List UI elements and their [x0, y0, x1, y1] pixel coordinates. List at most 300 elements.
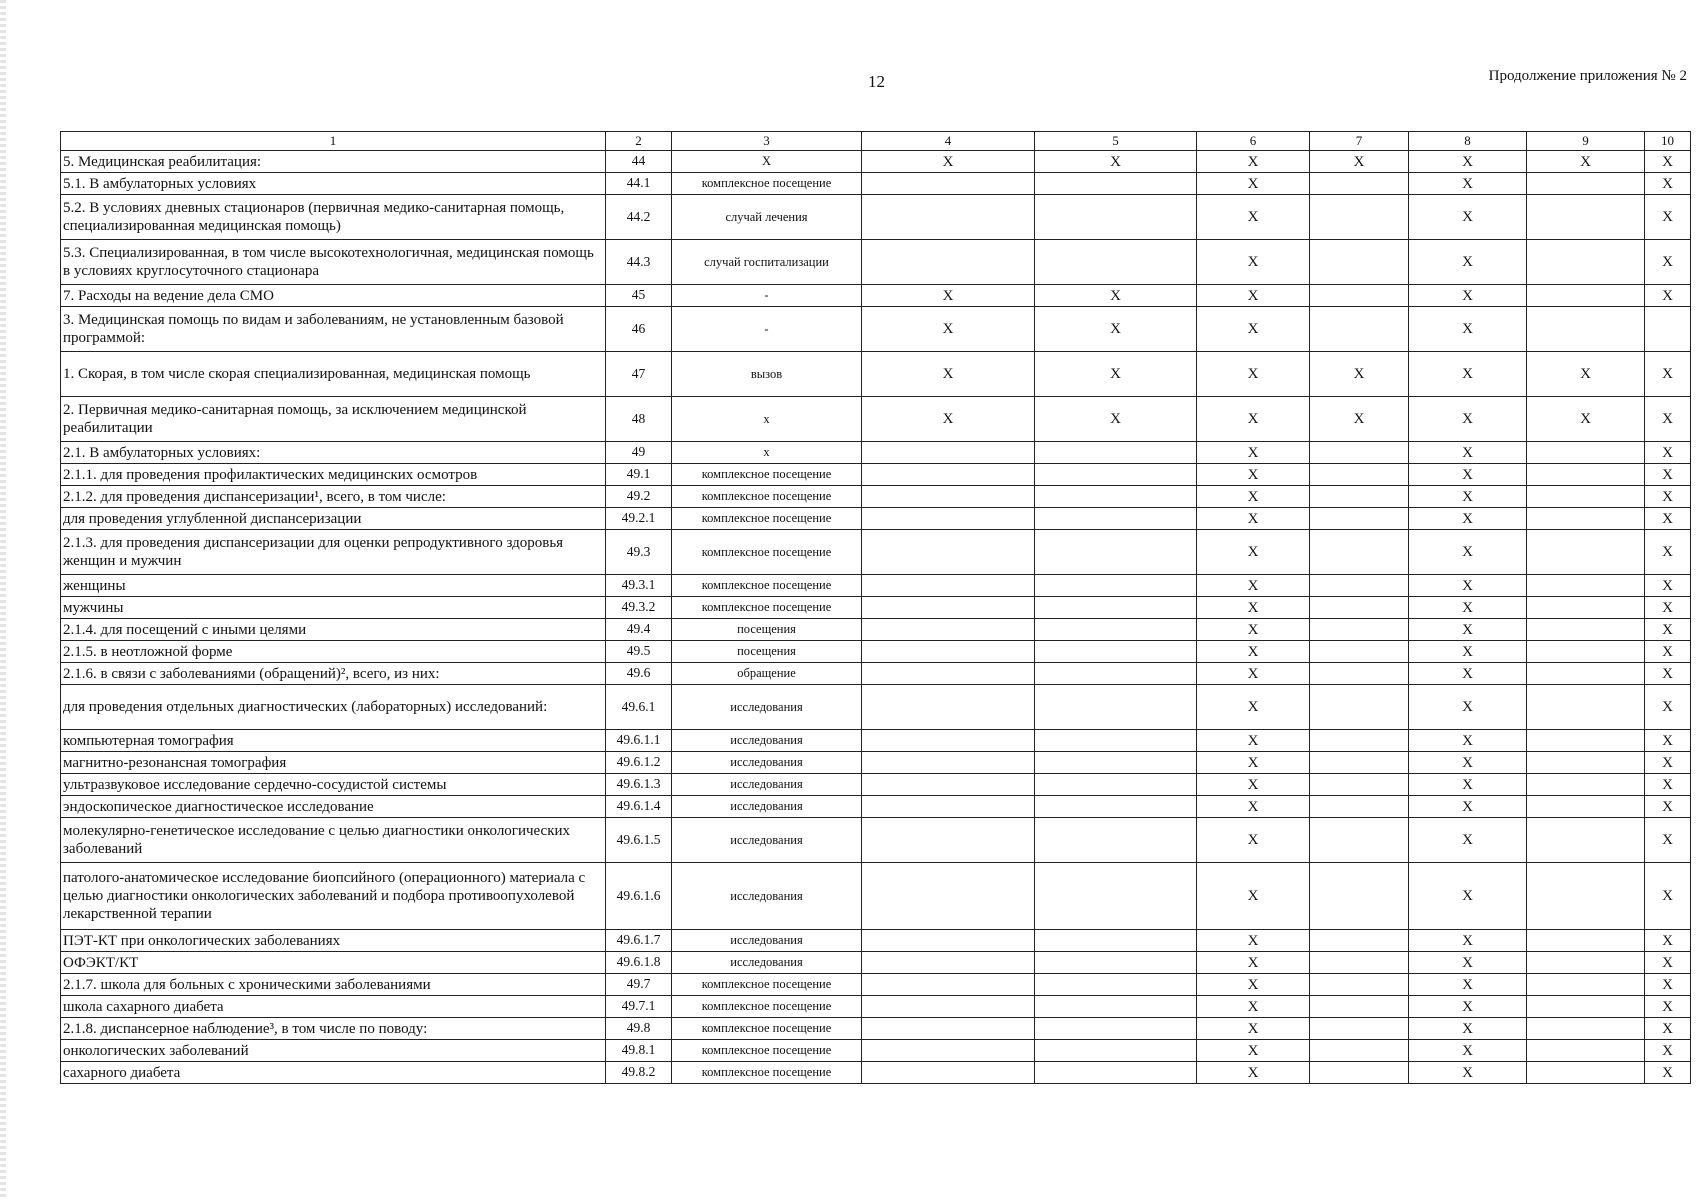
row-unit: комплексное посещение: [672, 173, 862, 195]
row-unit: исследования: [672, 818, 862, 863]
cell-col-4: [862, 974, 1035, 996]
cell-col-9: [1527, 996, 1645, 1018]
cell-col-8: X: [1409, 240, 1527, 285]
cell-col-9: [1527, 730, 1645, 752]
cell-col-10: [1645, 307, 1691, 352]
header-note: Продолжение приложения № 2: [1488, 68, 1687, 84]
column-number: 2: [606, 132, 672, 151]
cell-col-8: X: [1409, 597, 1527, 619]
cell-col-4: [862, 663, 1035, 685]
row-name: 2.1.2. для проведения диспансеризации¹, всего, в том числе:: [61, 486, 606, 508]
table-row: [61, 151, 1691, 173]
cell-col-8: X: [1409, 530, 1527, 575]
cell-col-5: [1035, 796, 1197, 818]
cell-col-5: [1035, 486, 1197, 508]
cell-col-5: [1035, 1062, 1197, 1084]
cell-col-10: X: [1645, 1018, 1691, 1040]
row-code: 49.7.1: [606, 996, 672, 1018]
cell-col-8: X: [1409, 442, 1527, 464]
cell-col-4: [862, 195, 1035, 240]
cell-col-8: X: [1409, 151, 1527, 173]
cell-col-8: X: [1409, 752, 1527, 774]
cell-col-10: X: [1645, 352, 1691, 397]
row-code: 46: [606, 307, 672, 352]
cell-col-10: X: [1645, 151, 1691, 173]
row-unit: комплексное посещение: [672, 1062, 862, 1084]
cell-col-7: [1310, 508, 1409, 530]
cell-col-7: X: [1310, 397, 1409, 442]
cell-col-8: X: [1409, 641, 1527, 663]
row-unit: обращение: [672, 663, 862, 685]
row-unit: х: [672, 397, 862, 442]
cell-col-4: [862, 1018, 1035, 1040]
cell-col-10: X: [1645, 173, 1691, 195]
cell-col-7: [1310, 195, 1409, 240]
table-row: [61, 752, 1691, 774]
cell-col-4: X: [862, 285, 1035, 307]
table-row: [61, 796, 1691, 818]
cell-col-9: [1527, 974, 1645, 996]
cell-col-9: [1527, 641, 1645, 663]
row-code: 48: [606, 397, 672, 442]
cell-col-10: X: [1645, 1062, 1691, 1084]
row-name: 2.1.3. для проведения диспансеризации для оценки репродуктивного здоровья женщин и мужчин: [61, 530, 606, 575]
cell-col-5: [1035, 530, 1197, 575]
cell-col-9: [1527, 285, 1645, 307]
cell-col-4: [862, 863, 1035, 930]
row-code: 49.5: [606, 641, 672, 663]
table-row: [61, 818, 1691, 863]
cell-col-6: X: [1197, 619, 1310, 641]
cell-col-5: [1035, 464, 1197, 486]
cell-col-7: [1310, 952, 1409, 974]
cell-col-6: X: [1197, 796, 1310, 818]
cell-col-8: X: [1409, 397, 1527, 442]
cell-col-4: X: [862, 151, 1035, 173]
row-code: 49.8: [606, 1018, 672, 1040]
row-code: 49.2: [606, 486, 672, 508]
table-row: [61, 597, 1691, 619]
table-row: [61, 240, 1691, 285]
row-name: сахарного диабета: [61, 1062, 606, 1084]
row-code: 44.3: [606, 240, 672, 285]
cell-col-7: [1310, 575, 1409, 597]
cell-col-9: [1527, 486, 1645, 508]
cell-col-7: [1310, 1040, 1409, 1062]
cell-col-4: [862, 752, 1035, 774]
cell-col-8: X: [1409, 464, 1527, 486]
cell-col-6: X: [1197, 996, 1310, 1018]
cell-col-8: X: [1409, 285, 1527, 307]
table-row: [61, 863, 1691, 930]
cell-col-8: X: [1409, 307, 1527, 352]
cell-col-9: [1527, 442, 1645, 464]
row-unit: случай лечения: [672, 195, 862, 240]
row-unit: посещения: [672, 641, 862, 663]
cell-col-4: [862, 685, 1035, 730]
cell-col-10: X: [1645, 486, 1691, 508]
cell-col-6: X: [1197, 1062, 1310, 1084]
cell-col-8: X: [1409, 1040, 1527, 1062]
row-code: 45: [606, 285, 672, 307]
cell-col-8: X: [1409, 663, 1527, 685]
column-number-row: [61, 132, 1691, 151]
row-name: 1. Скорая, в том числе скорая специализированная, медицинская помощь: [61, 352, 606, 397]
row-code: 49: [606, 442, 672, 464]
cell-col-10: X: [1645, 974, 1691, 996]
row-unit: случай госпитализации: [672, 240, 862, 285]
column-number: 8: [1409, 132, 1527, 151]
cell-col-7: [1310, 974, 1409, 996]
cell-col-5: [1035, 619, 1197, 641]
cell-col-9: [1527, 1062, 1645, 1084]
cell-col-5: [1035, 663, 1197, 685]
column-number: 7: [1310, 132, 1409, 151]
cell-col-6: X: [1197, 685, 1310, 730]
table-row: [61, 442, 1691, 464]
cell-col-10: X: [1645, 464, 1691, 486]
cell-col-6: X: [1197, 930, 1310, 952]
cell-col-6: X: [1197, 240, 1310, 285]
row-unit: х: [672, 442, 862, 464]
row-unit: исследования: [672, 930, 862, 952]
cell-col-5: [1035, 930, 1197, 952]
row-code: 49.4: [606, 619, 672, 641]
table-row: [61, 1062, 1691, 1084]
cell-col-7: [1310, 464, 1409, 486]
cell-col-6: X: [1197, 307, 1310, 352]
cell-col-4: [862, 796, 1035, 818]
cell-col-5: [1035, 685, 1197, 730]
row-unit: исследования: [672, 752, 862, 774]
cell-col-6: X: [1197, 285, 1310, 307]
table-body: [61, 151, 1691, 1084]
cell-col-4: X: [862, 307, 1035, 352]
cell-col-5: [1035, 173, 1197, 195]
cell-col-7: [1310, 486, 1409, 508]
cell-col-6: X: [1197, 863, 1310, 930]
cell-col-9: [1527, 307, 1645, 352]
cell-col-7: [1310, 663, 1409, 685]
cell-col-5: [1035, 952, 1197, 974]
column-number: 10: [1645, 132, 1691, 151]
row-name: ОФЭКТ/КТ: [61, 952, 606, 974]
table-row: [61, 173, 1691, 195]
cell-col-5: X: [1035, 285, 1197, 307]
cell-col-9: [1527, 195, 1645, 240]
cell-col-8: X: [1409, 352, 1527, 397]
cell-col-10: X: [1645, 641, 1691, 663]
row-code: 49.1: [606, 464, 672, 486]
cell-col-10: X: [1645, 952, 1691, 974]
cell-col-6: X: [1197, 173, 1310, 195]
cell-col-5: [1035, 818, 1197, 863]
scan-edge: [0, 0, 6, 1200]
cell-col-7: [1310, 619, 1409, 641]
row-code: 49.8.1: [606, 1040, 672, 1062]
cell-col-8: X: [1409, 486, 1527, 508]
cell-col-10: X: [1645, 818, 1691, 863]
row-unit: исследования: [672, 730, 862, 752]
table-row: [61, 530, 1691, 575]
cell-col-4: X: [862, 352, 1035, 397]
cell-col-7: [1310, 442, 1409, 464]
cell-col-7: X: [1310, 151, 1409, 173]
cell-col-8: X: [1409, 974, 1527, 996]
page-number: 12: [868, 72, 885, 91]
row-code: 49.6.1.1: [606, 730, 672, 752]
cell-col-6: X: [1197, 575, 1310, 597]
cell-col-10: X: [1645, 619, 1691, 641]
cell-col-4: [862, 774, 1035, 796]
cell-col-5: [1035, 996, 1197, 1018]
cell-col-10: X: [1645, 930, 1691, 952]
cell-col-7: [1310, 240, 1409, 285]
cell-col-7: [1310, 774, 1409, 796]
cell-col-6: X: [1197, 1040, 1310, 1062]
cell-col-6: X: [1197, 195, 1310, 240]
cell-col-5: X: [1035, 307, 1197, 352]
cell-col-4: [862, 575, 1035, 597]
cell-col-4: [862, 818, 1035, 863]
row-name: 5. Медицинская реабилитация:: [61, 151, 606, 173]
cell-col-7: [1310, 285, 1409, 307]
cell-col-8: X: [1409, 685, 1527, 730]
cell-col-10: X: [1645, 240, 1691, 285]
cell-col-10: X: [1645, 195, 1691, 240]
cell-col-8: X: [1409, 774, 1527, 796]
cell-col-8: X: [1409, 952, 1527, 974]
cell-col-10: X: [1645, 397, 1691, 442]
column-number: 5: [1035, 132, 1197, 151]
cell-col-5: [1035, 240, 1197, 285]
cell-col-8: X: [1409, 1062, 1527, 1084]
row-name: молекулярно-генетическое исследование с целью диагностики онкологических заболеваний: [61, 818, 606, 863]
cell-col-9: [1527, 863, 1645, 930]
row-unit: исследования: [672, 952, 862, 974]
row-name: 2. Первичная медико-санитарная помощь, за исключением медицинской реабилитации: [61, 397, 606, 442]
row-name: онкологических заболеваний: [61, 1040, 606, 1062]
cell-col-7: [1310, 730, 1409, 752]
cell-col-8: X: [1409, 575, 1527, 597]
row-unit: посещения: [672, 619, 862, 641]
row-unit: -: [672, 285, 862, 307]
cell-col-7: [1310, 530, 1409, 575]
row-name: для проведения углубленной диспансеризации: [61, 508, 606, 530]
cell-col-10: X: [1645, 863, 1691, 930]
cell-col-10: X: [1645, 575, 1691, 597]
cell-col-7: [1310, 685, 1409, 730]
cell-col-5: [1035, 752, 1197, 774]
cell-col-5: [1035, 442, 1197, 464]
row-unit: комплексное посещение: [672, 486, 862, 508]
column-number: 6: [1197, 132, 1310, 151]
cell-col-4: [862, 442, 1035, 464]
cell-col-5: X: [1035, 397, 1197, 442]
row-name: 2.1.6. в связи с заболеваниями (обращений)², всего, из них:: [61, 663, 606, 685]
cell-col-9: [1527, 1018, 1645, 1040]
table-row: [61, 352, 1691, 397]
cell-col-5: [1035, 774, 1197, 796]
cell-col-8: X: [1409, 195, 1527, 240]
cell-col-9: X: [1527, 151, 1645, 173]
cell-col-6: X: [1197, 530, 1310, 575]
cell-col-9: [1527, 530, 1645, 575]
table-row: [61, 730, 1691, 752]
cell-col-9: [1527, 685, 1645, 730]
cell-col-6: X: [1197, 752, 1310, 774]
cell-col-10: X: [1645, 774, 1691, 796]
cell-col-8: X: [1409, 173, 1527, 195]
row-name: магнитно-резонансная томография: [61, 752, 606, 774]
cell-col-7: [1310, 752, 1409, 774]
cell-col-10: X: [1645, 1040, 1691, 1062]
row-name: 2.1. В амбулаторных условиях:: [61, 442, 606, 464]
row-unit: комплексное посещение: [672, 530, 862, 575]
cell-col-10: X: [1645, 530, 1691, 575]
row-name: компьютерная томография: [61, 730, 606, 752]
cell-col-10: X: [1645, 796, 1691, 818]
cell-col-5: [1035, 974, 1197, 996]
cell-col-6: X: [1197, 442, 1310, 464]
cell-col-9: [1527, 575, 1645, 597]
cell-col-8: X: [1409, 996, 1527, 1018]
row-unit: X: [672, 151, 862, 173]
cell-col-8: X: [1409, 1018, 1527, 1040]
cell-col-4: [862, 508, 1035, 530]
cell-col-5: [1035, 597, 1197, 619]
cell-col-6: X: [1197, 597, 1310, 619]
cell-col-5: [1035, 730, 1197, 752]
cell-col-6: X: [1197, 464, 1310, 486]
cell-col-9: [1527, 619, 1645, 641]
cell-col-6: X: [1197, 151, 1310, 173]
cell-col-4: [862, 1062, 1035, 1084]
cell-col-4: [862, 530, 1035, 575]
cell-col-8: X: [1409, 863, 1527, 930]
row-code: 49.3.2: [606, 597, 672, 619]
row-unit: комплексное посещение: [672, 575, 862, 597]
cell-col-6: X: [1197, 486, 1310, 508]
row-unit: комплексное посещение: [672, 974, 862, 996]
row-code: 49.6.1.2: [606, 752, 672, 774]
cell-col-4: [862, 641, 1035, 663]
cell-col-5: [1035, 863, 1197, 930]
row-unit: исследования: [672, 863, 862, 930]
table-row: [61, 307, 1691, 352]
cell-col-4: [862, 173, 1035, 195]
cell-col-9: [1527, 597, 1645, 619]
row-name: 2.1.5. в неотложной форме: [61, 641, 606, 663]
row-name: 2.1.7. школа для больных с хроническими заболеваниями: [61, 974, 606, 996]
cell-col-7: [1310, 996, 1409, 1018]
cell-col-7: [1310, 1062, 1409, 1084]
cell-col-9: [1527, 240, 1645, 285]
cell-col-9: [1527, 930, 1645, 952]
row-code: 49.6: [606, 663, 672, 685]
row-unit: -: [672, 307, 862, 352]
cell-col-9: [1527, 952, 1645, 974]
cell-col-8: X: [1409, 619, 1527, 641]
row-name: ультразвуковое исследование сердечно-сосудистой системы: [61, 774, 606, 796]
cell-col-7: [1310, 597, 1409, 619]
cell-col-5: X: [1035, 352, 1197, 397]
cell-col-8: X: [1409, 508, 1527, 530]
table-row: [61, 397, 1691, 442]
table-row: [61, 508, 1691, 530]
row-code: 49.6.1.4: [606, 796, 672, 818]
column-number: 9: [1527, 132, 1645, 151]
row-name: 2.1.1. для проведения профилактических медицинских осмотров: [61, 464, 606, 486]
table-row: [61, 641, 1691, 663]
cell-col-5: [1035, 575, 1197, 597]
cell-col-7: X: [1310, 352, 1409, 397]
cell-col-9: [1527, 173, 1645, 195]
cell-col-6: X: [1197, 1018, 1310, 1040]
table-row: [61, 774, 1691, 796]
table-row: [61, 663, 1691, 685]
data-table: [60, 131, 1691, 1084]
cell-col-9: [1527, 774, 1645, 796]
cell-col-4: [862, 240, 1035, 285]
cell-col-7: [1310, 818, 1409, 863]
cell-col-9: X: [1527, 352, 1645, 397]
row-name: 5.3. Специализированная, в том числе высокотехнологичная, медицинская помощь в условиях круглосуточного стационара: [61, 240, 606, 285]
table-row: [61, 285, 1691, 307]
cell-col-5: [1035, 1018, 1197, 1040]
row-unit: комплексное посещение: [672, 1018, 862, 1040]
cell-col-5: [1035, 641, 1197, 663]
cell-col-6: X: [1197, 774, 1310, 796]
row-code: 44: [606, 151, 672, 173]
table-row: [61, 195, 1691, 240]
cell-col-7: [1310, 173, 1409, 195]
cell-col-9: [1527, 818, 1645, 863]
table-row: [61, 1040, 1691, 1062]
cell-col-4: [862, 730, 1035, 752]
cell-col-9: [1527, 1040, 1645, 1062]
cell-col-10: X: [1645, 663, 1691, 685]
row-name: 2.1.8. диспансерное наблюдение³, в том числе по поводу:: [61, 1018, 606, 1040]
cell-col-8: X: [1409, 930, 1527, 952]
cell-col-6: X: [1197, 730, 1310, 752]
row-unit: исследования: [672, 685, 862, 730]
row-code: 47: [606, 352, 672, 397]
cell-col-9: [1527, 663, 1645, 685]
row-name: ПЭТ-КТ при онкологических заболеваниях: [61, 930, 606, 952]
cell-col-7: [1310, 641, 1409, 663]
table-row: [61, 685, 1691, 730]
cell-col-8: X: [1409, 730, 1527, 752]
table-row: [61, 1018, 1691, 1040]
cell-col-10: X: [1645, 597, 1691, 619]
cell-col-10: X: [1645, 996, 1691, 1018]
cell-col-9: [1527, 464, 1645, 486]
table-row: [61, 464, 1691, 486]
row-unit: комплексное посещение: [672, 996, 862, 1018]
cell-col-10: X: [1645, 685, 1691, 730]
cell-col-10: X: [1645, 508, 1691, 530]
cell-col-5: [1035, 1040, 1197, 1062]
cell-col-5: X: [1035, 151, 1197, 173]
row-name: школа сахарного диабета: [61, 996, 606, 1018]
cell-col-7: [1310, 1018, 1409, 1040]
row-name: 5.1. В амбулаторных условиях: [61, 173, 606, 195]
row-name: для проведения отдельных диагностических (лабораторных) исследований:: [61, 685, 606, 730]
row-code: 49.2.1: [606, 508, 672, 530]
cell-col-6: X: [1197, 352, 1310, 397]
cell-col-6: X: [1197, 974, 1310, 996]
